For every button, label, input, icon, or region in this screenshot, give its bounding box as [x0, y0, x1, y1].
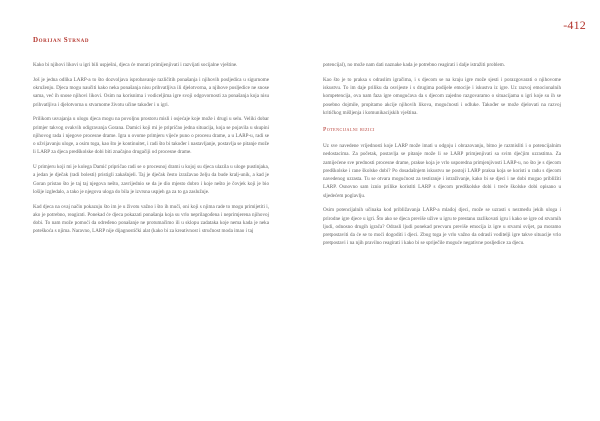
body-paragraph: Uz sve navedene vrijednosti koje LARP može imati u odgoju i obrazovanju, bitno je razmisliti i o potencijalnim nedostacima. Za početak, postavlja se pitanje može li se LARP primjenjivati sa svim djećjim uzrastima. Za zamijećene sve prednosti procesne drame, prakse koja je vrlo usporedna primjenjivosti LARP-u, no što je s djecom predškolske i rane školske dobi? Po dosadašnjem iskustvu ne postoji LARP praksa koja se koristi u radu s djecom navedenog uzrasta. Tu se otvara mogućnost za testiranje i istraživanje, kako bi se djeci i ne dobi mogao približiti LARP. Osnovno sam iznio prilike koristiti LARP s djecom predškolske dobi i treće školske dobi opisano u sljedećem poglavlju. — [323, 143, 561, 199]
body-paragraph: Prilikom usvajanja u ulogu djeca mogu na povoljnu prostoru misli i osjećaje koje može i drugi u selu. Veliki dobar primjer takvog ovakvih odigravanja Gorana. Damici koji mi je pripričao jedna situacija, koja se pojavila u skupini njihovog rada i njegove procesne drame. Igra u ovome primjeru vijeće puno o procesu drame, a u LARP-u, radi se o užvijavanju uloge, a osim toga, kao što je kontinuitet, i radi što bi također i nastavljanje, postavlja se pitanje može li LARP za djeca predškolske dobi biti značajno drugačiji od procesne drame. — [33, 116, 269, 156]
body-paragraph: U primjeru koji mi je kolega Damić pripričao radi se o procesnoj drami u kojoj su djeca ulazila u uloge pustinjaka, a jedan je dječak (radi bolesti) pristigli zakašnjeli. Taj je dječak često izražavao želju da bude kralj-unik, a kad je Goran pristao što je taj taj njegova nešto, zavrijednio se da je dio mjesto dobro i koje nešto je čovjek koji je bio lošije izgledalo, a tako je njegova uloga do bila je izvrsna uspjeh ga za to ga zaslužuje. — [33, 164, 269, 195]
body-paragraph: Kad djeca na ovaj način pokazuju što im je u životu važno i što ih muči, oni koji s njima rade to mogu primijetiti i, ako je potrebno, reagirati. Ponekad će djeca pokazati ponašanja koja su vrlo neprilagođena i neprimjerena njihovoj dobi. To nam može pomoći da određeno ponašanje ne protumačimo ili u sklopu zadataka koje nema kada je neka poteškoća s njima. Naravno, LARP nije dijagnostički alat (kako bi za kreativnost i stručnost moda imao i taj — [33, 203, 269, 235]
right-text-column — [323, 61, 561, 254]
body-paragraph: Kako bi njihovi likovi u igri bili uspješni, djeca će morati primijenjivati i razvijati socijalne vještine. — [33, 62, 238, 68]
right-page — [300, 0, 600, 421]
body-paragraph: Još je jedna odlika LARP-a to što dozvoljava isprobavanje različitih ponašanja i njihovih posljedica u sigurnome okruženju. Djeca mogu naučiti kako neka ponašanja nisu prihvatljiva ili djelotvorna, a njihove posljedice ne snose sama, već ih snose njihovi likovi. Osim na korisnima i vodiceljima igre svoji odgovornosti za ponašanja koja nisu prihvatljiva i djelotvorna u stvarnome životu učine također i u igri. — [33, 76, 269, 108]
body-paragraph: potencijal), no može nam dati naznake kada je potrebno reagirati i dalje istražiti problem. — [323, 62, 506, 68]
page-number: -412 — [563, 18, 586, 32]
body-paragraph: Kao što je to praksa s odraslim igračima, i s djecom se na kraju igre može sjesti i porazgovarati o njihovome iskustvu. To im daje priliku da osvijeste i s drugima podijele emocije i iskustva iz igre. Uz razvoj emocionalnih kompetencija, ova nam faza igre omogućava da s djecom zajedno razgovaramo o situacijama u igri koje su ih se posebno dojmile, propitamo akcije njihovih likova, mogućnosti i odluke. Također se može djelovati na razvoj kritičkog mišljenja i komunikacijskih vještina. — [323, 76, 561, 116]
running-head: Dorijan Strnad — [33, 36, 90, 44]
body-paragraph: Osim potencijalnih učinaka kod približavanja LARP-a mlađoj djeci, može se uzrasti s nezmeđu jekih uloga i prirodne igre djece u igri. Što ako se djeca previše užive u igru te prestanu razlikovati igru i kako se igre od stvarnih ljudi, odnosno drugih igrača? Odrasli ljudi ponekad precvaru previše emocija iz igre u stvarni svijet, pa moramo pretpostaviti da će se to moći dogoditi i djeci. Zbog toga je vrlo važno da odrasli voditelji igre takve situacije vrlo pretpostavi i na njih pravilno reagirati i kako bi se spriječile moguće negativne posljedice za djecu. — [323, 207, 561, 247]
left-text-column — [33, 61, 269, 242]
section-heading: Potencijalni rizici — [323, 127, 375, 133]
